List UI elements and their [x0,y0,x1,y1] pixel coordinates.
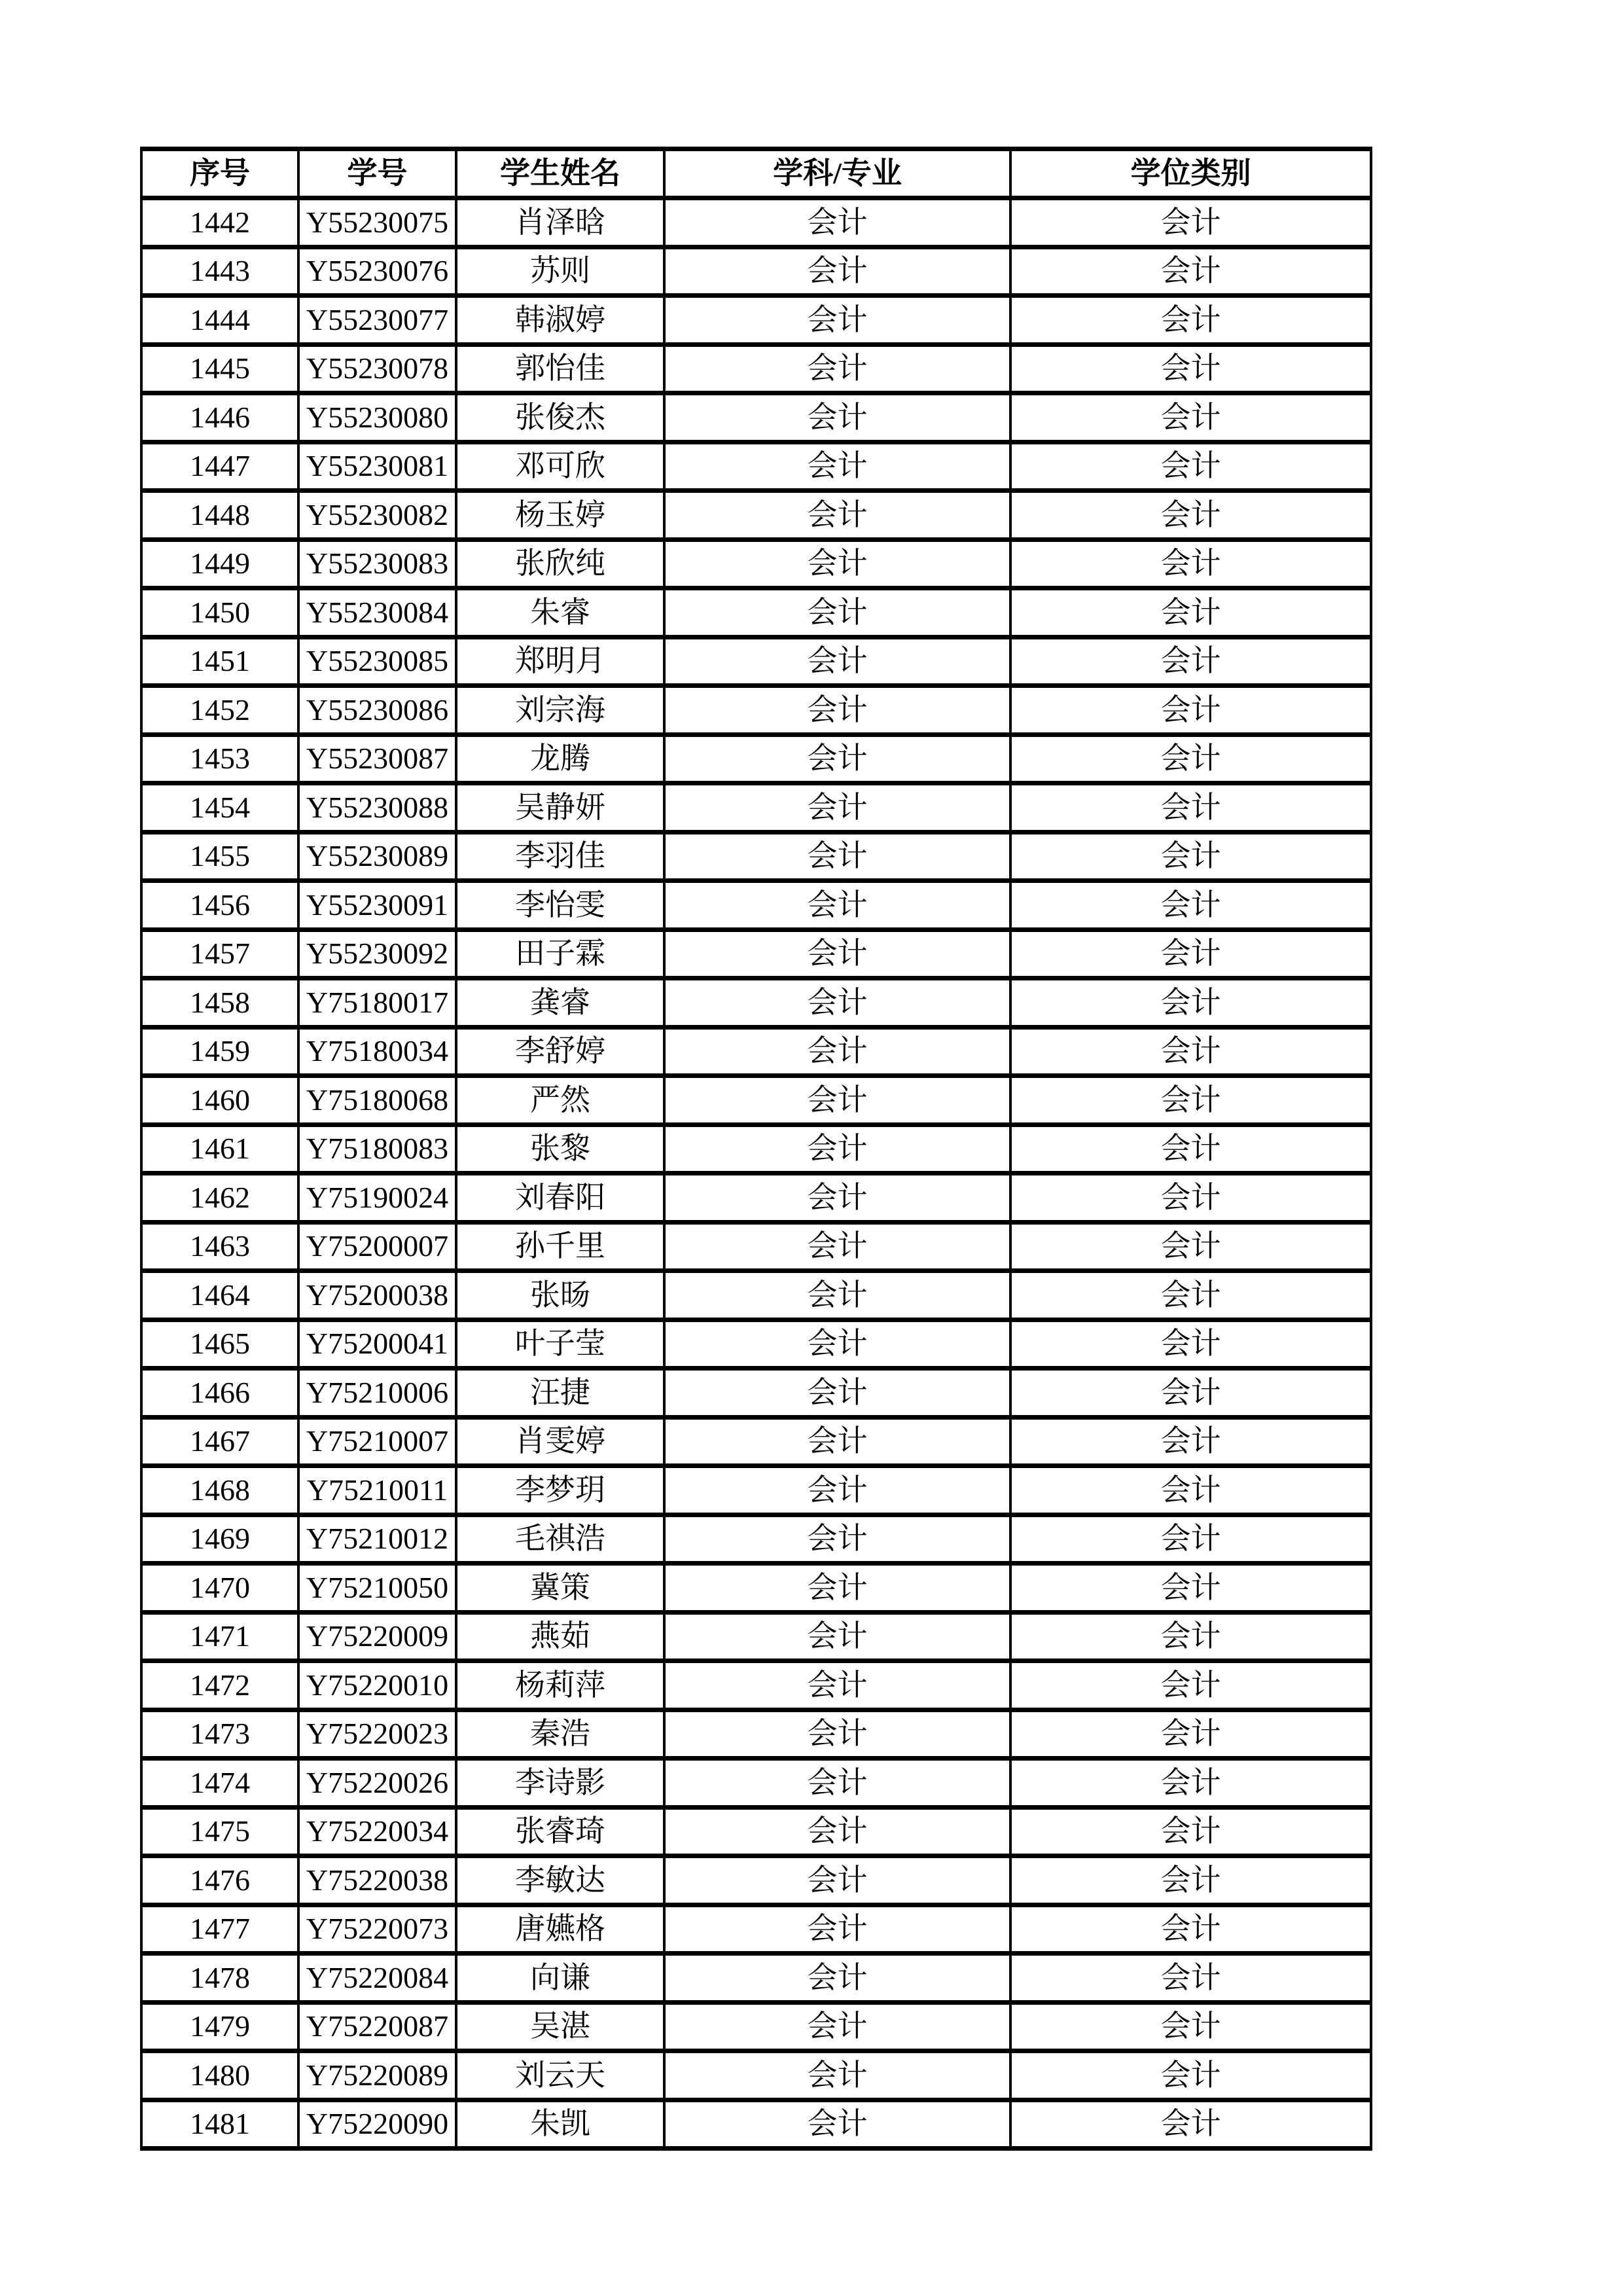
major-cell: 会计 [664,637,1010,686]
student-id-cell: Y75220034 [298,1807,456,1856]
degree-cell: 会计 [1010,2051,1371,2100]
serial-cell: 1442 [141,198,298,247]
table-row [141,1661,1371,1710]
student-name-cell: 杨玉婷 [456,491,664,540]
student-id-cell: Y55230087 [298,734,456,783]
major-cell: 会计 [664,296,1010,345]
degree-cell: 会计 [1010,442,1371,491]
table-row [141,881,1371,930]
major-cell: 会计 [664,929,1010,978]
student-id-cell: Y75220009 [298,1612,456,1661]
serial-cell: 1479 [141,2002,298,2051]
table-row [141,1759,1371,1808]
serial-cell: 1464 [141,1271,298,1320]
student-id-cell: Y75180017 [298,978,456,1028]
major-cell: 会计 [664,2051,1010,2100]
table-body [141,198,1371,2149]
major-cell: 会计 [664,588,1010,637]
student-name-cell: 苏则 [456,247,664,296]
student-name-cell: 韩淑婷 [456,296,664,345]
student-id-cell: Y75200007 [298,1222,456,1271]
table-row [141,1612,1371,1661]
table-row [141,1027,1371,1076]
degree-cell: 会计 [1010,1174,1371,1223]
student-name-cell: 李怡雯 [456,881,664,930]
degree-cell: 会计 [1010,1466,1371,1515]
student-name-cell: 肖雯婷 [456,1417,664,1466]
student-roster-table [140,147,1372,2151]
student-name-cell: 张俊杰 [456,393,664,442]
student-id-cell: Y75210011 [298,1466,456,1515]
table-row [141,978,1371,1028]
table-row [141,1905,1371,1954]
serial-cell: 1456 [141,881,298,930]
student-name-cell: 吴静妍 [456,783,664,833]
table-row [141,2100,1371,2149]
table-header [141,149,1371,198]
major-cell: 会计 [664,2002,1010,2051]
major-cell: 会计 [664,247,1010,296]
header-row [141,149,1371,198]
major-cell: 会计 [664,1954,1010,2003]
table-row [141,1417,1371,1466]
serial-cell: 1472 [141,1661,298,1710]
degree-cell: 会计 [1010,1076,1371,1125]
major-cell: 会计 [664,344,1010,393]
major-cell: 会计 [664,978,1010,1028]
major-cell: 会计 [664,1271,1010,1320]
major-cell: 会计 [664,1807,1010,1856]
serial-cell: 1445 [141,344,298,393]
degree-cell: 会计 [1010,1856,1371,1905]
student-name-cell: 李诗影 [456,1759,664,1808]
table-row [141,247,1371,296]
degree-cell: 会计 [1010,2100,1371,2149]
serial-cell: 1458 [141,978,298,1028]
student-id-cell: Y55230078 [298,344,456,393]
major-cell: 会计 [664,198,1010,247]
header-student-name: 学生姓名 [456,149,664,198]
major-cell: 会计 [664,1856,1010,1905]
major-cell: 会计 [664,1027,1010,1076]
serial-cell: 1471 [141,1612,298,1661]
student-id-cell: Y55230076 [298,247,456,296]
major-cell: 会计 [664,1124,1010,1174]
serial-cell: 1476 [141,1856,298,1905]
degree-cell: 会计 [1010,1564,1371,1613]
student-name-cell: 李敏达 [456,1856,664,1905]
major-cell: 会计 [664,1417,1010,1466]
major-cell: 会计 [664,1661,1010,1710]
header-degree: 学位类别 [1010,149,1371,198]
major-cell: 会计 [664,1515,1010,1564]
serial-cell: 1477 [141,1905,298,1954]
table-row [141,1222,1371,1271]
degree-cell: 会计 [1010,783,1371,833]
serial-cell: 1448 [141,491,298,540]
major-cell: 会计 [664,832,1010,881]
student-name-cell: 刘春阳 [456,1174,664,1223]
serial-cell: 1444 [141,296,298,345]
degree-cell: 会计 [1010,247,1371,296]
student-name-cell: 龙腾 [456,734,664,783]
major-cell: 会计 [664,1466,1010,1515]
serial-cell: 1460 [141,1076,298,1125]
student-id-cell: Y75180068 [298,1076,456,1125]
serial-cell: 1452 [141,686,298,735]
table-row [141,198,1371,247]
student-name-cell: 朱凯 [456,2100,664,2149]
degree-cell: 会计 [1010,1417,1371,1466]
student-id-cell: Y75220073 [298,1905,456,1954]
degree-cell: 会计 [1010,734,1371,783]
degree-cell: 会计 [1010,1612,1371,1661]
student-name-cell: 肖泽晗 [456,198,664,247]
table-row [141,539,1371,588]
student-id-cell: Y75220026 [298,1759,456,1808]
student-name-cell: 邓可欣 [456,442,664,491]
student-name-cell: 张黎 [456,1124,664,1174]
table-row [141,1856,1371,1905]
table-row [141,1076,1371,1125]
major-cell: 会计 [664,783,1010,833]
student-id-cell: Y75210007 [298,1417,456,1466]
student-id-cell: Y55230077 [298,296,456,345]
serial-cell: 1450 [141,588,298,637]
serial-cell: 1478 [141,1954,298,2003]
degree-cell: 会计 [1010,588,1371,637]
student-name-cell: 冀策 [456,1564,664,1613]
major-cell: 会计 [664,491,1010,540]
student-id-cell: Y75200038 [298,1271,456,1320]
degree-cell: 会计 [1010,539,1371,588]
student-id-cell: Y75210012 [298,1515,456,1564]
table-row [141,1710,1371,1759]
degree-cell: 会计 [1010,2002,1371,2051]
major-cell: 会计 [664,539,1010,588]
table-row [141,1319,1371,1369]
student-id-cell: Y75220010 [298,1661,456,1710]
table-row [141,491,1371,540]
student-name-cell: 李梦玥 [456,1466,664,1515]
table-row [141,1369,1371,1418]
serial-cell: 1462 [141,1174,298,1223]
student-name-cell: 毛祺浩 [456,1515,664,1564]
student-name-cell: 叶子莹 [456,1319,664,1369]
degree-cell: 会计 [1010,296,1371,345]
table-row [141,637,1371,686]
student-name-cell: 郑明月 [456,637,664,686]
degree-cell: 会计 [1010,881,1371,930]
major-cell: 会计 [664,1174,1010,1223]
header-student-id: 学号 [298,149,456,198]
table-row [141,2002,1371,2051]
serial-cell: 1446 [141,393,298,442]
serial-cell: 1461 [141,1124,298,1174]
student-name-cell: 张睿琦 [456,1807,664,1856]
major-cell: 会计 [664,686,1010,735]
major-cell: 会计 [664,1905,1010,1954]
student-id-cell: Y55230084 [298,588,456,637]
student-id-cell: Y75200041 [298,1319,456,1369]
degree-cell: 会计 [1010,1807,1371,1856]
student-id-cell: Y55230083 [298,539,456,588]
student-id-cell: Y75180034 [298,1027,456,1076]
serial-cell: 1451 [141,637,298,686]
table-row [141,1271,1371,1320]
student-name-cell: 秦浩 [456,1710,664,1759]
student-id-cell: Y55230089 [298,832,456,881]
degree-cell: 会计 [1010,393,1371,442]
student-name-cell: 吴湛 [456,2002,664,2051]
table-row [141,1174,1371,1223]
degree-cell: 会计 [1010,1710,1371,1759]
student-id-cell: Y55230085 [298,637,456,686]
serial-cell: 1465 [141,1319,298,1369]
table-row [141,344,1371,393]
major-cell: 会计 [664,1319,1010,1369]
degree-cell: 会计 [1010,1027,1371,1076]
serial-cell: 1447 [141,442,298,491]
serial-cell: 1466 [141,1369,298,1418]
student-name-cell: 孙千里 [456,1222,664,1271]
student-id-cell: Y55230091 [298,881,456,930]
degree-cell: 会计 [1010,1905,1371,1954]
serial-cell: 1473 [141,1710,298,1759]
serial-cell: 1470 [141,1564,298,1613]
student-id-cell: Y75220090 [298,2100,456,2149]
degree-cell: 会计 [1010,1661,1371,1710]
major-cell: 会计 [664,1564,1010,1613]
major-cell: 会计 [664,1612,1010,1661]
degree-cell: 会计 [1010,491,1371,540]
degree-cell: 会计 [1010,1515,1371,1564]
degree-cell: 会计 [1010,832,1371,881]
serial-cell: 1455 [141,832,298,881]
degree-cell: 会计 [1010,1271,1371,1320]
degree-cell: 会计 [1010,637,1371,686]
serial-cell: 1468 [141,1466,298,1515]
student-name-cell: 田子霖 [456,929,664,978]
table-row [141,783,1371,833]
serial-cell: 1481 [141,2100,298,2149]
major-cell: 会计 [664,1076,1010,1125]
table-row [141,1466,1371,1515]
major-cell: 会计 [664,393,1010,442]
table-row [141,1564,1371,1613]
table-row [141,1515,1371,1564]
serial-cell: 1463 [141,1222,298,1271]
student-name-cell: 刘宗海 [456,686,664,735]
serial-cell: 1453 [141,734,298,783]
major-cell: 会计 [664,1710,1010,1759]
table-row [141,929,1371,978]
major-cell: 会计 [664,1759,1010,1808]
student-id-cell: Y75210050 [298,1564,456,1613]
header-serial: 序号 [141,149,298,198]
serial-cell: 1480 [141,2051,298,2100]
serial-cell: 1449 [141,539,298,588]
table-row [141,588,1371,637]
student-name-cell: 向谦 [456,1954,664,2003]
student-id-cell: Y55230080 [298,393,456,442]
student-name-cell: 唐嬿格 [456,1905,664,1954]
degree-cell: 会计 [1010,1954,1371,2003]
student-id-cell: Y55230081 [298,442,456,491]
table-row [141,686,1371,735]
degree-cell: 会计 [1010,1759,1371,1808]
table-row [141,2051,1371,2100]
student-name-cell: 朱睿 [456,588,664,637]
major-cell: 会计 [664,734,1010,783]
major-cell: 会计 [664,881,1010,930]
degree-cell: 会计 [1010,1369,1371,1418]
serial-cell: 1469 [141,1515,298,1564]
student-name-cell: 刘云天 [456,2051,664,2100]
serial-cell: 1474 [141,1759,298,1808]
major-cell: 会计 [664,442,1010,491]
student-id-cell: Y75220023 [298,1710,456,1759]
major-cell: 会计 [664,2100,1010,2149]
student-id-cell: Y75210006 [298,1369,456,1418]
student-name-cell: 李舒婷 [456,1027,664,1076]
student-id-cell: Y55230082 [298,491,456,540]
student-name-cell: 汪捷 [456,1369,664,1418]
table-row [141,734,1371,783]
degree-cell: 会计 [1010,1222,1371,1271]
student-id-cell: Y75220038 [298,1856,456,1905]
degree-cell: 会计 [1010,929,1371,978]
degree-cell: 会计 [1010,1124,1371,1174]
major-cell: 会计 [664,1222,1010,1271]
degree-cell: 会计 [1010,686,1371,735]
serial-cell: 1467 [141,1417,298,1466]
table-row [141,393,1371,442]
degree-cell: 会计 [1010,1319,1371,1369]
serial-cell: 1443 [141,247,298,296]
serial-cell: 1454 [141,783,298,833]
table-row [141,1954,1371,2003]
student-id-cell: Y55230075 [298,198,456,247]
student-name-cell: 龚睿 [456,978,664,1028]
table-row [141,442,1371,491]
student-id-cell: Y55230092 [298,929,456,978]
student-id-cell: Y55230088 [298,783,456,833]
student-name-cell: 郭怡佳 [456,344,664,393]
serial-cell: 1457 [141,929,298,978]
student-name-cell: 张欣纯 [456,539,664,588]
student-name-cell: 严然 [456,1076,664,1125]
student-id-cell: Y75180083 [298,1124,456,1174]
degree-cell: 会计 [1010,198,1371,247]
table-row [141,1124,1371,1174]
student-name-cell: 李羽佳 [456,832,664,881]
student-id-cell: Y75220087 [298,2002,456,2051]
degree-cell: 会计 [1010,344,1371,393]
degree-cell: 会计 [1010,978,1371,1028]
serial-cell: 1475 [141,1807,298,1856]
student-id-cell: Y55230086 [298,686,456,735]
student-id-cell: Y75220089 [298,2051,456,2100]
major-cell: 会计 [664,1369,1010,1418]
header-major: 学科/专业 [664,149,1010,198]
table-row [141,1807,1371,1856]
table-row [141,296,1371,345]
student-id-cell: Y75220084 [298,1954,456,2003]
table-row [141,832,1371,881]
serial-cell: 1459 [141,1027,298,1076]
student-name-cell: 杨莉萍 [456,1661,664,1710]
student-name-cell: 燕茹 [456,1612,664,1661]
student-name-cell: 张旸 [456,1271,664,1320]
student-id-cell: Y75190024 [298,1174,456,1223]
